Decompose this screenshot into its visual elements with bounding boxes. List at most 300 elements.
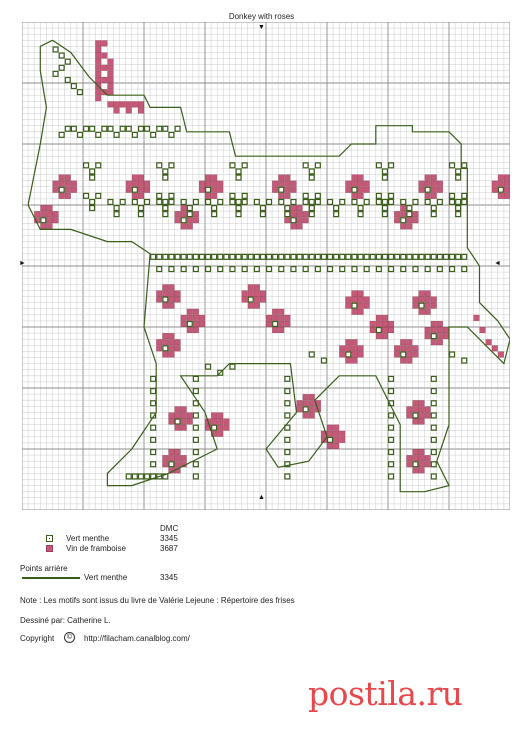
stitch-green [78, 132, 83, 137]
stitch-green [407, 206, 412, 211]
stitch-green [413, 200, 418, 205]
stitch-pink [181, 419, 187, 425]
stitch-pink [401, 211, 407, 217]
stitch-pink [126, 108, 132, 114]
stitch-green [334, 254, 339, 259]
stitch-green [230, 267, 235, 272]
stitch-pink [132, 181, 138, 187]
stitch-green [431, 389, 436, 394]
stitch-pink [303, 211, 309, 217]
stitch-pink [272, 187, 278, 193]
stitch-pink [114, 102, 120, 108]
stitch-green [401, 352, 406, 357]
stitch-green [193, 200, 198, 205]
stitch-pink [47, 224, 53, 230]
stitch-green [84, 193, 89, 198]
swatch-vert-menthe [46, 535, 53, 542]
stitch-pink [285, 175, 291, 181]
stitch-pink [96, 65, 102, 71]
stitch-green [456, 169, 461, 174]
stitch-green [169, 163, 174, 168]
stitch-pink [425, 407, 431, 413]
stitch-green [315, 267, 320, 272]
stitch-pink [181, 205, 187, 211]
note-text: Note : Les motifs sont issus du livre de Valérie Lejeune : Répertoire des frises [20, 596, 295, 605]
stitch-pink [181, 413, 187, 419]
stitch-green [383, 175, 388, 180]
stitch-pink [382, 327, 388, 333]
stitch-pink [419, 291, 425, 297]
stitch-pink [346, 346, 352, 352]
stitch-pink [71, 181, 77, 187]
stitch-green [157, 200, 162, 205]
stitch-green [456, 175, 461, 180]
stitch-green [425, 267, 430, 272]
stitch-pink [205, 175, 211, 181]
stitch-pink [425, 291, 431, 297]
stitch-green [401, 200, 406, 205]
stitch-green [401, 218, 406, 223]
stitch-pink [425, 175, 431, 181]
stitch-green [90, 126, 95, 131]
stitch-pink [358, 297, 364, 303]
stitch-green [431, 413, 436, 418]
stitch-pink [340, 346, 346, 352]
stitch-pink [47, 211, 53, 217]
arrow-up-icon: ▲ [258, 494, 265, 501]
stitch-pink [175, 340, 181, 346]
stitch-pink [504, 175, 510, 181]
stitch-pink [242, 291, 248, 297]
stitch-pink [346, 340, 352, 346]
stitch-green [236, 200, 241, 205]
stitch-green [315, 200, 320, 205]
stitch-green [334, 206, 339, 211]
stitch-pink [266, 315, 272, 321]
stitch-green [297, 254, 302, 259]
stitch-green [187, 254, 192, 259]
stitch-green [413, 413, 418, 418]
stitch-green [90, 200, 95, 205]
stitch-green [450, 200, 455, 205]
stitch-green [389, 376, 394, 381]
stitch-green [193, 376, 198, 381]
stitch-pink [266, 321, 272, 327]
stitch-pink [291, 205, 297, 211]
stitch-green [139, 212, 144, 217]
stitch-pink [285, 315, 291, 321]
stitch-green [193, 413, 198, 418]
stitch-pink [35, 211, 41, 217]
stitch-green [151, 401, 156, 406]
stitch-pink [297, 401, 303, 407]
stitch-pink [285, 181, 291, 187]
stitch-pink [492, 181, 498, 187]
stitch-green [285, 413, 290, 418]
stitch-green [413, 254, 418, 259]
stitch-green [65, 126, 70, 131]
stitch-green [358, 212, 363, 217]
stitch-pink [102, 41, 108, 47]
stitch-pink [425, 309, 431, 315]
stitch-pink [437, 333, 443, 339]
stitch-green [169, 193, 174, 198]
stitch-pink [211, 175, 217, 181]
stitch-pink [352, 309, 358, 315]
stitch-green [218, 200, 223, 205]
stitch-pink [279, 321, 285, 327]
stitch-green [462, 193, 467, 198]
stitch-pink [407, 413, 413, 419]
stitch-pink [419, 455, 425, 461]
stitch-green [163, 175, 168, 180]
stitch-pink [303, 401, 309, 407]
stitch-green [132, 200, 137, 205]
legend-code-2: 3687 [160, 544, 178, 553]
stitch-pink [437, 187, 443, 193]
stitch-pink [352, 193, 358, 199]
stitch-pink [419, 462, 425, 468]
stitch-green [285, 212, 290, 217]
stitch-green [139, 474, 144, 479]
stitch-green [132, 187, 137, 192]
stitch-green [248, 297, 253, 302]
stitch-pink [71, 187, 77, 193]
stitch-green [456, 206, 461, 211]
stitch-green [285, 401, 290, 406]
stitch-pink [419, 309, 425, 315]
stitch-pink [132, 102, 138, 108]
stitch-green [389, 200, 394, 205]
stitch-pink [157, 346, 163, 352]
legend-name-2: Vin de framboise [66, 544, 126, 553]
stitch-green [71, 126, 76, 131]
stitch-pink [211, 181, 217, 187]
stitch-pink [181, 407, 187, 413]
stitch-green [413, 267, 418, 272]
stitch-pink [138, 187, 144, 193]
copyright-url[interactable]: http://filacham.canalblog.com/ [84, 634, 190, 643]
stitch-green [352, 200, 357, 205]
stitch-green [285, 437, 290, 442]
stitch-green [139, 206, 144, 211]
stitch-pink [187, 309, 193, 315]
stitch-green [383, 169, 388, 174]
stitch-pink [425, 181, 431, 187]
stitch-pink [504, 181, 510, 187]
stitch-pink [260, 291, 266, 297]
stitch-pink [370, 321, 376, 327]
stitch-pink [199, 315, 205, 321]
stitch-green [364, 267, 369, 272]
stitch-green [450, 193, 455, 198]
stitch-pink [169, 352, 175, 358]
stitch-pink [352, 181, 358, 187]
stitch-green [102, 126, 107, 131]
stitch-pink [443, 333, 449, 339]
stitch-pink [297, 211, 303, 217]
stitch-green [114, 212, 119, 217]
stitch-pink [187, 327, 193, 333]
stitch-pink [358, 352, 364, 358]
stitch-pink [413, 346, 419, 352]
stitch-green [181, 218, 186, 223]
stitch-green [206, 254, 211, 259]
stitch-pink [407, 346, 413, 352]
stitch-pink [181, 224, 187, 230]
stitch-green [78, 90, 83, 95]
stitch-pink [401, 358, 407, 364]
stitch-pink [413, 211, 419, 217]
stitch-pink [41, 205, 47, 211]
stitch-green [315, 163, 320, 168]
stitch-pink [96, 89, 102, 95]
stitch-green [41, 218, 46, 223]
stitch-pink [309, 394, 315, 400]
backstitch-title: Points arrière [20, 564, 68, 573]
stitch-green [163, 200, 168, 205]
stitch-pink [388, 327, 394, 333]
stitch-pink [309, 401, 315, 407]
stitch-pink [407, 218, 413, 224]
stitch-green [431, 254, 436, 259]
stitch-pink [425, 455, 431, 461]
stitch-pink [193, 321, 199, 327]
stitch-green [151, 376, 156, 381]
stitch-pink [96, 59, 102, 65]
stitch-pink [65, 193, 71, 199]
stitch-green [425, 200, 430, 205]
stitch-pink [96, 77, 102, 83]
stitch-green [279, 200, 284, 205]
stitch-pink [413, 468, 419, 474]
stitch-pink [401, 205, 407, 211]
stitch-pink [285, 193, 291, 199]
stitch-pink [394, 211, 400, 217]
stitch-green [273, 254, 278, 259]
stitch-pink [358, 309, 364, 315]
stitch-pink [108, 89, 114, 95]
stitch-pink [346, 181, 352, 187]
stitch-pink [254, 303, 260, 309]
stitch-green [309, 175, 314, 180]
stitch-pink [327, 425, 333, 431]
stitch-green [431, 334, 436, 339]
stitch-pink [394, 352, 400, 358]
stitch-pink [175, 407, 181, 413]
stitch-green [383, 200, 388, 205]
stitch-green [328, 254, 333, 259]
stitch-green [254, 200, 259, 205]
stitch-pink [425, 327, 431, 333]
stitch-green [157, 163, 162, 168]
stitch-green [151, 462, 156, 467]
stitch-pink [364, 297, 370, 303]
stitch-green [267, 254, 272, 259]
stitch-pink [59, 175, 65, 181]
stitch-pink [413, 352, 419, 358]
stitch-pink [96, 96, 102, 102]
stitch-green [352, 254, 357, 259]
designer-text: Dessiné par: Catherine L. [20, 616, 111, 625]
stitch-pink [431, 303, 437, 309]
stitch-pink [175, 425, 181, 431]
stitch-pink [486, 340, 492, 346]
stitch-pink [169, 303, 175, 309]
stitch-green [169, 254, 174, 259]
stitch-green [376, 267, 381, 272]
stitch-pink [407, 340, 413, 346]
stitch-pink [126, 187, 132, 193]
stitch-green [450, 352, 455, 357]
stitch-pink [279, 315, 285, 321]
stitch-green [431, 425, 436, 430]
stitch-green [236, 212, 241, 217]
stitch-green [303, 267, 308, 272]
stitch-green [358, 206, 363, 211]
stitch-green [303, 163, 308, 168]
stitch-pink [431, 340, 437, 346]
stitch-green [450, 267, 455, 272]
stitch-green [169, 267, 174, 272]
stitch-pink [327, 431, 333, 437]
stitch-green [151, 437, 156, 442]
stitch-green [59, 132, 64, 137]
backstitch-code: 3345 [160, 573, 178, 582]
stitch-green [132, 474, 137, 479]
stitch-pink [108, 71, 114, 77]
stitch-pink [309, 413, 315, 419]
stitch-green [291, 218, 296, 223]
stitch-pink [431, 175, 437, 181]
stitch-green [309, 169, 314, 174]
stitch-green [53, 47, 58, 52]
stitch-pink [297, 224, 303, 230]
stitch-green [401, 254, 406, 259]
stitch-green [450, 163, 455, 168]
stitch-pink [53, 211, 59, 217]
stitch-green [65, 59, 70, 64]
stitch-pink [279, 181, 285, 187]
stitch-green [431, 462, 436, 467]
stitch-green [291, 200, 296, 205]
stitch-green [230, 364, 235, 369]
stitch-pink [144, 187, 150, 193]
arrow-right-icon: ► [19, 260, 26, 267]
stitch-pink [114, 108, 120, 114]
stitch-green [309, 352, 314, 357]
stitch-pink [126, 102, 132, 108]
stitch-green [462, 254, 467, 259]
stitch-pink [211, 413, 217, 419]
stitch-pink [138, 175, 144, 181]
stitch-pink [474, 315, 480, 321]
stitch-pink [352, 175, 358, 181]
stitch-green [145, 126, 150, 131]
stitch-green [132, 132, 137, 137]
stitch-pink [297, 407, 303, 413]
stitch-pink [382, 333, 388, 339]
stitch-green [236, 254, 241, 259]
stitch-green [90, 169, 95, 174]
stitch-green [120, 126, 125, 131]
stitch-green [279, 187, 284, 192]
stitch-pink [279, 309, 285, 315]
stitch-pink [425, 462, 431, 468]
stitch-green [90, 206, 95, 211]
stitch-pink [358, 303, 364, 309]
stitch-pink [175, 449, 181, 455]
stitch-pink [181, 455, 187, 461]
stitch-pink [303, 413, 309, 419]
stitch-pink [108, 77, 114, 83]
stitch-green [163, 206, 168, 211]
stitch-green [200, 254, 205, 259]
stitch-green [84, 163, 89, 168]
stitch-pink [504, 187, 510, 193]
stitch-pink [407, 455, 413, 461]
swatch-vin-de-framboise [46, 545, 53, 552]
stitch-green [230, 200, 235, 205]
stitch-green [273, 322, 278, 327]
stitch-pink [425, 413, 431, 419]
stitch-green [206, 364, 211, 369]
stitch-pink [138, 193, 144, 199]
stitch-pink [218, 431, 224, 437]
stitch-pink [340, 437, 346, 443]
stitch-pink [419, 401, 425, 407]
stitch-pink [175, 462, 181, 468]
stitch-green [303, 407, 308, 412]
stitch-pink [285, 187, 291, 193]
stitch-green [389, 193, 394, 198]
stitch-green [309, 200, 314, 205]
stitch-pink [132, 175, 138, 181]
stitch-pink [419, 181, 425, 187]
stitch-green [242, 200, 247, 205]
stitch-green [108, 126, 113, 131]
stitch-green [419, 303, 424, 308]
stitch-pink [120, 102, 126, 108]
stitch-green [389, 425, 394, 430]
stitch-green [224, 254, 229, 259]
stitch-pink [254, 297, 260, 303]
stitch-pink [358, 291, 364, 297]
stitch-green [309, 254, 314, 259]
stitch-green [175, 419, 180, 424]
stitch-green [59, 65, 64, 70]
stitch-pink [218, 187, 224, 193]
stitch-pink [272, 181, 278, 187]
stitch-green [431, 401, 436, 406]
stitch-pink [419, 449, 425, 455]
stitch-green [462, 163, 467, 168]
stitch-green [370, 254, 375, 259]
stitch-green [236, 206, 241, 211]
stitch-green [315, 193, 320, 198]
stitch-pink [431, 193, 437, 199]
stitch-pink [53, 218, 59, 224]
stitch-green [254, 254, 259, 259]
stitch-green [322, 254, 327, 259]
stitch-green [352, 303, 357, 308]
stitch-pink [413, 297, 419, 303]
stitch-green [462, 267, 467, 272]
stitch-green [193, 474, 198, 479]
stitch-green [206, 200, 211, 205]
stitch-pink [352, 358, 358, 364]
arrow-left-icon: ◄ [494, 260, 501, 267]
